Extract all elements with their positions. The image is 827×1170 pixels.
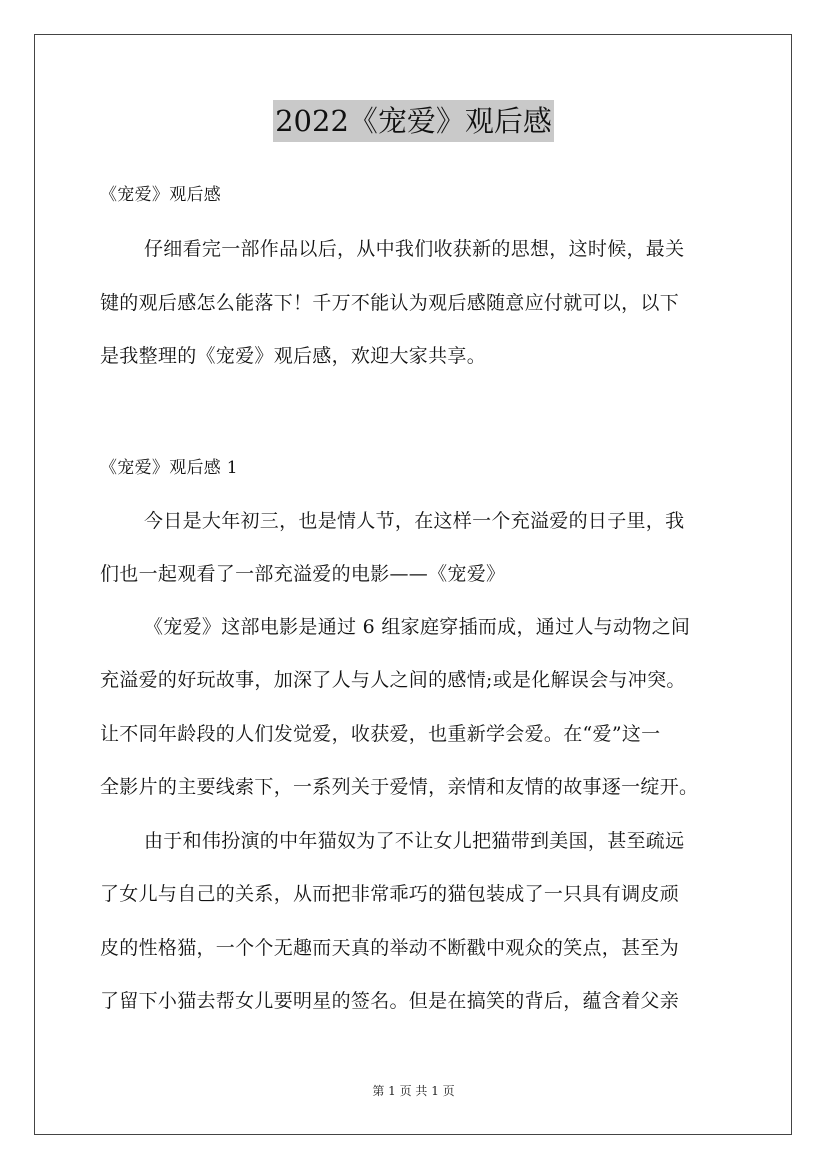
para1-line-1: 今日是大年初三，也是情人节，在这样一个充溢爱的日子里，我 — [144, 510, 685, 532]
intro-line-1: 仔细看完一部作品以后，从中我们收获新的思想，这时候，最关 — [144, 238, 685, 260]
document-title: 2022《宠爱》观后感 — [273, 100, 554, 142]
para3-line-2: 了女儿与自己的关系，从而把非常乖巧的猫包装成了一只具有调皮顽 — [100, 883, 680, 905]
intro-line-3: 是我整理的《宠爱》观后感，欢迎大家共享。 — [100, 345, 487, 367]
para2-line-2: 充溢爱的好玩故事，加深了人与人之间的感情;或是化解误会与冲突。 — [100, 669, 686, 691]
para1-line-2: 们也一起观看了一部充溢爱的电影——《宠爱》 — [100, 563, 506, 585]
para2-line-3: 让不同年龄段的人们发觉爱，收获爱，也重新学会爱。在“爱”这一 — [100, 723, 661, 745]
para2-line-4: 全影片的主要线索下，一系列关于爱情，亲情和友情的故事逐一绽开。 — [100, 776, 699, 798]
para3-line-1: 由于和伟扮演的中年猫奴为了不让女儿把猫带到美国，甚至疏远 — [144, 830, 685, 852]
section-heading: 《宠爱》观后感 1 — [100, 458, 238, 478]
intro-line-2: 键的观后感怎么能落下！千万不能认为观后感随意应付就可以，以下 — [100, 292, 680, 314]
para3-line-3: 皮的性格猫，一个个无趣而天真的举动不断戳中观众的笑点，甚至为 — [100, 937, 680, 959]
para3-line-4: 了留下小猫去帮女儿要明星的签名。但是在搞笑的背后，蕴含着父亲 — [100, 990, 680, 1012]
para2-line-1: 《宠爱》这部电影是通过 6 组家庭穿插而成，通过人与动物之间 — [144, 616, 691, 638]
page-footer: 第 1 页 共 1 页 — [372, 1084, 455, 1098]
intro-heading: 《宠爱》观后感 — [100, 185, 222, 205]
title-wrap — [0, 100, 827, 142]
